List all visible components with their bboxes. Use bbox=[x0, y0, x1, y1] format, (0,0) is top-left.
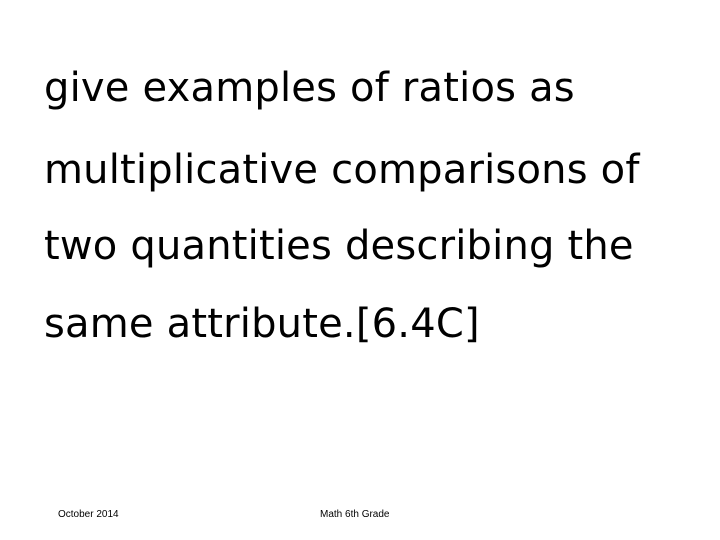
body-text-line-4: same attribute.[6.4C] bbox=[44, 301, 480, 347]
footer-course: Math 6th Grade bbox=[320, 509, 390, 520]
footer-date: October 2014 bbox=[58, 509, 119, 520]
body-text-line-1: give examples of ratios as bbox=[44, 65, 575, 111]
body-text-line-3: two quantities describing the bbox=[44, 223, 634, 269]
body-text-line-2: multiplicative comparisons of bbox=[44, 147, 640, 193]
